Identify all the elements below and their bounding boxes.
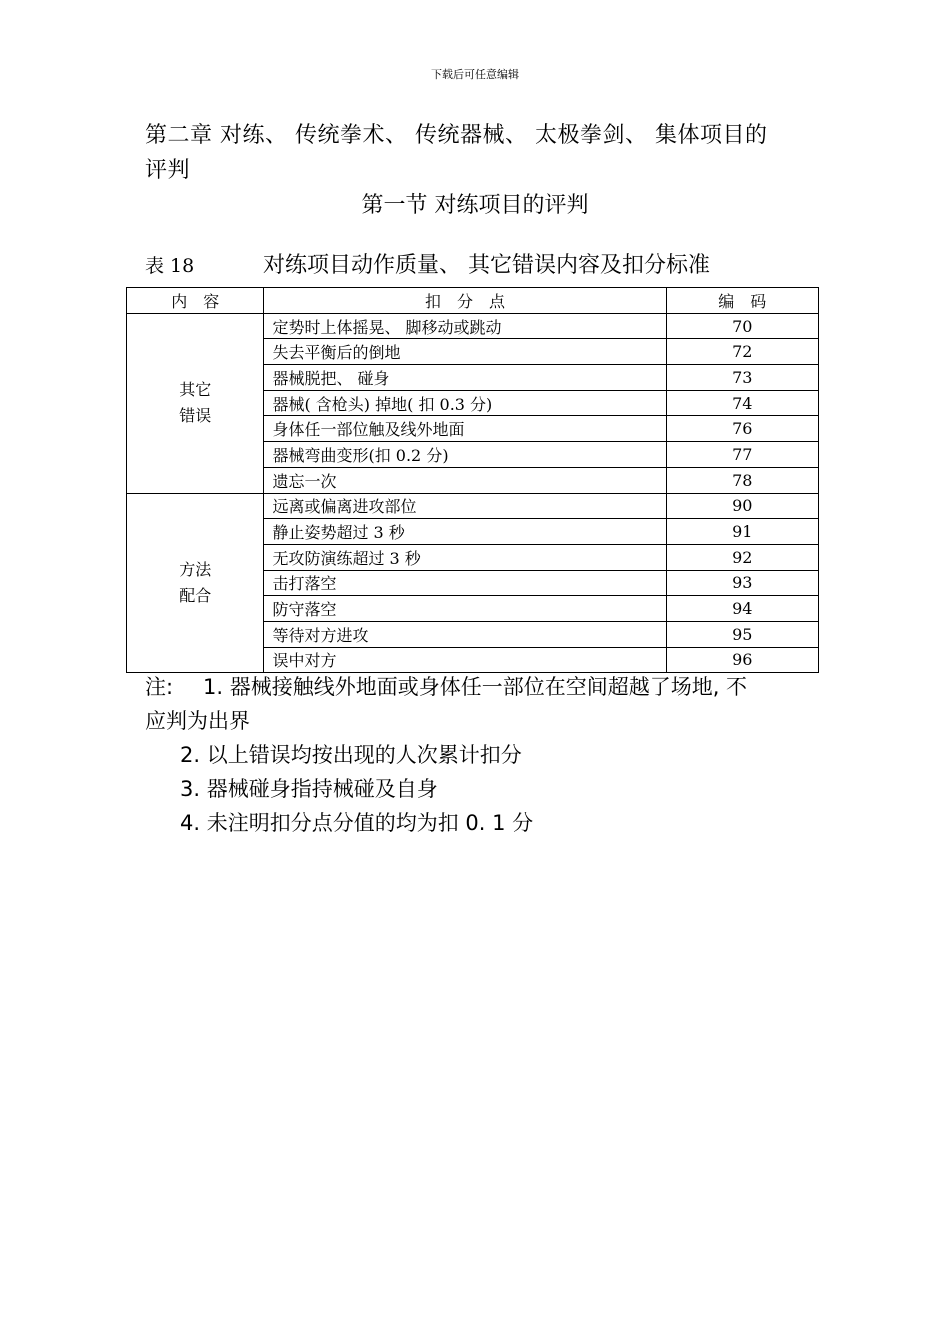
deduction-item: 定势时上体摇晃、 脚移动或跳动 [264,313,666,339]
category-label: 方法 [179,559,212,579]
notes-label: 注: [145,675,174,699]
deduction-code: 95 [666,621,818,647]
deduction-item: 防守落空 [264,596,666,622]
header-deduction-points: 扣 分 点 [264,288,666,314]
deduction-code: 96 [666,647,818,673]
chapter-title-line2: 评判 [145,158,191,183]
deduction-code: 70 [666,313,818,339]
deduction-code: 90 [666,493,818,519]
category-label: 配合 [179,585,212,605]
deduction-item: 远离或偏离进攻部位 [264,493,666,519]
notes [145,670,810,840]
deduction-code: 93 [666,570,818,596]
deduction-item: 身体任一部位触及线外地面 [264,416,666,442]
category-label: 其它 [179,380,212,400]
header-note: 下载后可任意编辑 [431,68,519,81]
category-other-errors [127,313,264,493]
note-item: 1. 器械接触线外地面或身体任一部位在空间超越了场地, 不 [203,675,748,699]
deduction-item: 器械( 含枪头) 掉地( 扣 0.3 分) [264,390,666,416]
deduction-code: 92 [666,544,818,570]
note-line: 4. 未注明扣分点分值的均为扣 0. 1 分 [180,811,534,835]
note-line: 2. 以上错误均按出现的人次累计扣分 [180,743,522,767]
deduction-code: 74 [666,390,818,416]
deduction-item: 器械脱把、 碰身 [264,365,666,391]
header-content: 内 容 [127,288,264,314]
deduction-item: 误中对方 [264,647,666,673]
table-header-row [127,288,819,314]
chapter-title-line1: 第二章 对练、 传统拳术、 传统器械、 太极拳剑、 集体项目的 [145,123,768,148]
section-title: 第一节 对练项目的评判 [361,193,589,218]
note-line: 应判为出界 [145,709,250,733]
deduction-item: 击打落空 [264,570,666,596]
category-label: 错误 [179,406,212,426]
table-row [127,313,819,339]
table-number: 表 18 [145,255,195,277]
note-line [145,670,810,704]
table-caption [145,250,805,282]
deduction-code: 77 [666,442,818,468]
table-row [127,493,819,519]
deduction-code: 73 [666,365,818,391]
category-method-coordination [127,493,264,673]
deduction-code: 94 [666,596,818,622]
deduction-item: 等待对方进攻 [264,621,666,647]
note-line: 3. 器械碰身指持械碰及自身 [180,777,438,801]
deduction-code: 91 [666,519,818,545]
header-code: 编 码 [666,288,818,314]
chapter-title [145,118,815,188]
deduction-item: 静止姿势超过 3 秒 [264,519,666,545]
deduction-code: 72 [666,339,818,365]
deduction-item: 器械弯曲变形(扣 0.2 分) [264,442,666,468]
deduction-item: 无攻防演练超过 3 秒 [264,544,666,570]
table-caption-text: 对练项目动作质量、 其它错误内容及扣分标准 [263,253,710,278]
deduction-code: 78 [666,467,818,493]
deduction-item: 失去平衡后的倒地 [264,339,666,365]
deduction-item: 遗忘一次 [264,467,666,493]
deduction-code: 76 [666,416,818,442]
scoring-table [126,287,819,673]
